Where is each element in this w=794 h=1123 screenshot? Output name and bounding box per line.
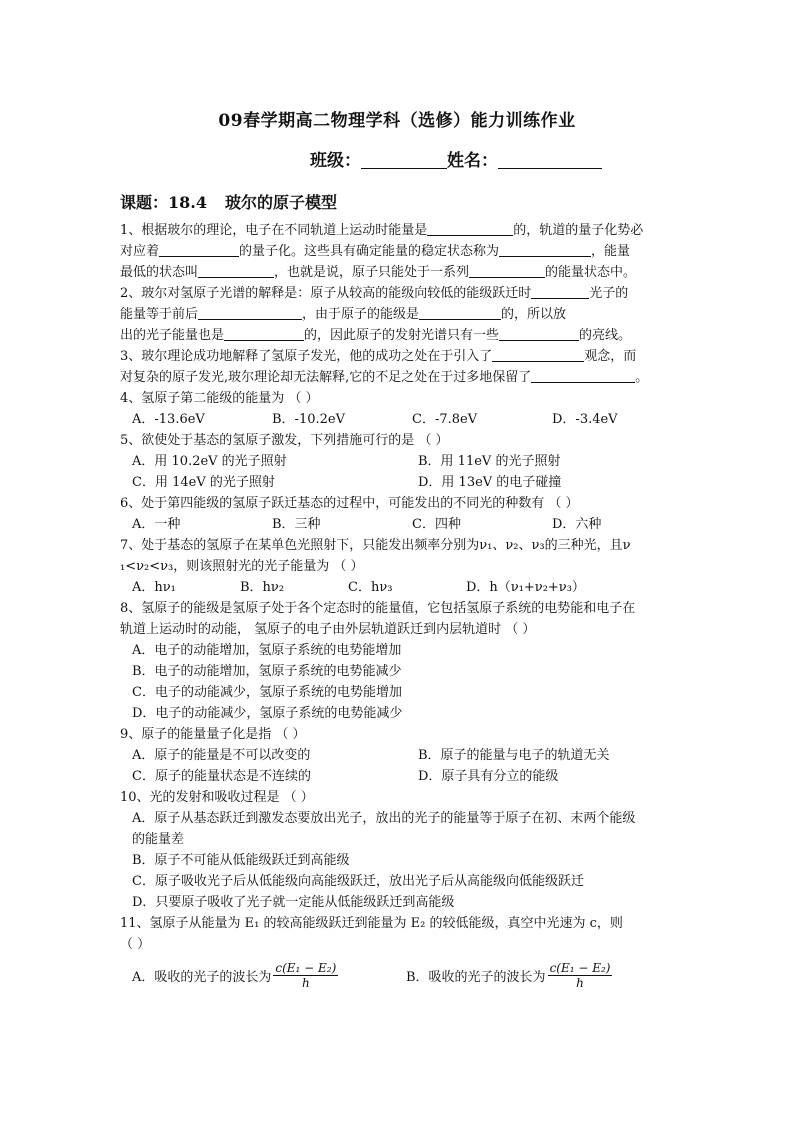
option-c[interactable]: C．-7.8eV	[412, 412, 478, 427]
questions	[120, 220, 680, 995]
q11-line-1: 11、氢原子从能量为 E₁ 的较高能级跃迁到能量为 E₂ 的较低能级，真空中光速为 c，则	[120, 916, 623, 931]
q7-line-2: ₁<ν₂<ν₃，则该照射光的光子能量为 （ ）	[120, 559, 364, 574]
q4-stem: 4、氢原子第二能级的能量为 （ ）	[120, 391, 319, 406]
option-b[interactable]: B．原子的能量与电子的轨道无关	[418, 748, 610, 763]
answer-blank[interactable]	[499, 241, 591, 257]
q8-line-2: 轨道上运动时的动能， 氢原子的电子由外层轨道跃迁到内层轨道时 （ ）	[120, 622, 536, 637]
answer-blank[interactable]	[224, 325, 304, 341]
option-d[interactable]: D．-3.4eV	[552, 412, 618, 427]
option-a[interactable]: A．-13.6eV	[132, 412, 205, 427]
q4-options	[120, 409, 680, 430]
answer-blank[interactable]	[419, 304, 501, 320]
option-b[interactable]: B．原子不可能从低能级跃迁到高能级	[132, 853, 350, 868]
q6-options	[120, 514, 680, 535]
option-b[interactable]: B．用 11eV 的光子照射	[418, 454, 561, 469]
option-c[interactable]: C．用 14eV 的光子照射	[132, 475, 275, 490]
answer-blank[interactable]	[492, 346, 584, 362]
name-label: 姓名：	[447, 151, 498, 171]
q7-options	[120, 577, 680, 598]
option-b[interactable]: B．电子的动能增加，氢原子系统的电势能减少	[132, 664, 402, 679]
option-a-continued: 的能量差	[132, 832, 185, 847]
option-d[interactable]: D．六种	[552, 517, 602, 532]
fraction: $\frac{\text{c(E₁ − E₂)}}{h}$	[549, 960, 611, 990]
lesson-number: 课题：18.4	[120, 193, 207, 212]
q11-options	[120, 955, 680, 995]
option-a[interactable]: A．hν₁	[132, 580, 176, 595]
option-d[interactable]: D．原子具有分立的能级	[418, 769, 559, 784]
q11-line-2: （ ）	[120, 937, 151, 952]
q6-stem: 6、处于第四能级的氢原子跃迁基态的过程中，可能发出的不同光的种数有 （ ）	[120, 496, 579, 511]
q5-options-row-1	[120, 451, 680, 472]
option-c[interactable]: C．四种	[412, 517, 461, 532]
q2-line-2: 能量等于前后 ，由于原子的能级是 的，所以放	[120, 304, 680, 325]
class-label: 班级：	[310, 151, 361, 171]
option-b[interactable]: B．吸收的光子的波长为 $\frac{\text{c(E₁ − E₂)}}{h}$	[406, 960, 611, 990]
q9-stem: 9、原子的能量量子化是指 （ ）	[120, 727, 306, 742]
q3-line-1: 3、玻尔理论成功地解释了氢原子发光，他的成功之处在于引入了 观念，而	[120, 346, 680, 367]
class-blank[interactable]	[361, 150, 447, 169]
option-c[interactable]: C．电子的动能减少，氢原子系统的电势能增加	[132, 685, 402, 700]
class-name-line	[310, 146, 602, 171]
q2-line-1: 2、玻尔对氢原子光谱的解释是：原子从较高的能级向较低的能级跃迁时 光子的	[120, 283, 680, 304]
lesson-heading	[120, 190, 337, 213]
option-d[interactable]: D．用 13eV 的电子碰撞	[418, 475, 562, 490]
option-a[interactable]: A．吸收的光子的波长为 $\frac{\text{c(E₁ − E₂)}}{h}$	[132, 960, 337, 990]
answer-blank[interactable]	[531, 283, 589, 299]
q9-options-row-1	[120, 745, 680, 766]
option-c[interactable]: C．原子吸收光子后从低能级向高能级跃迁，放出光子后从高能级向低能级跃迁	[132, 874, 584, 889]
option-d[interactable]: D．电子的动能减少，氢原子系统的电势能减少	[132, 706, 403, 721]
q1-line-2: 对应着 的量子化。这些具有确定能量的稳定状态称为 ，能量	[120, 241, 680, 262]
q9-options-row-2	[120, 766, 680, 787]
option-b[interactable]: B．三种	[272, 517, 321, 532]
option-d[interactable]: D．只要原子吸收了光子就一定能从低能级跃迁到高能级	[132, 895, 455, 910]
option-a[interactable]: A．用 10.2eV 的光子照射	[132, 454, 287, 469]
answer-blank[interactable]	[427, 220, 513, 236]
lesson-name: 玻尔的原子模型	[224, 193, 337, 212]
q1-line-1: 1、根据玻尔的理论，电子在不同轨道上运动时能量是 的，轨道的量子化势必	[120, 220, 680, 241]
option-b[interactable]: B．hν₂	[240, 580, 285, 595]
answer-blank[interactable]	[469, 262, 545, 278]
option-a[interactable]: A．电子的动能增加，氢原子系统的电势能增加	[132, 643, 402, 658]
answer-blank[interactable]	[198, 304, 302, 320]
q5-stem: 5、欲使处于基态的氢原子激发，下列措施可行的是 （ ）	[120, 433, 449, 448]
option-a[interactable]: A．一种	[132, 517, 181, 532]
page-title: 09春学期高二物理学科（选修）能力训练作业	[218, 111, 576, 131]
q5-options-row-2	[120, 472, 680, 493]
option-b[interactable]: B．-10.2eV	[272, 412, 345, 427]
option-a[interactable]: A．原子的能量是不可以改变的	[132, 748, 311, 763]
option-d[interactable]: D．h（ν₁+ν₂+ν₃）	[466, 580, 585, 595]
q7-line-1: 7、处于基态的氢原子在某单色光照射下，只能发出频率分别为ν₁、ν₂、ν₃的三种光，且ν	[120, 538, 631, 553]
q10-stem: 10、光的发射和吸收过程是 （ ）	[120, 790, 314, 805]
option-c[interactable]: C．原子的能量状态是不连续的	[132, 769, 311, 784]
answer-blank[interactable]	[159, 241, 239, 257]
answer-blank[interactable]	[198, 262, 274, 278]
name-blank[interactable]	[498, 150, 602, 169]
q1-line-3: 最低的状态叫 ，也就是说，原子只能处于一系列 的能量状态中。	[120, 262, 680, 283]
option-a[interactable]: A．原子从基态跃迁到激发态要放出光子，放出的光子的能量等于原子在初、末两个能级	[132, 811, 636, 826]
answer-blank[interactable]	[531, 367, 635, 383]
fraction: $\frac{\text{c(E₁ − E₂)}}{h}$	[275, 960, 337, 990]
q8-line-1: 8、氢原子的能级是氢原子处于各个定态时的能量值，它包括氢原子系统的电势能和电子在	[120, 601, 636, 616]
q3-line-2: 对复杂的原子发光,玻尔理论却无法解释,它的不足之处在于过多地保留了 。	[120, 367, 680, 388]
option-c[interactable]: C．hν₃	[348, 580, 393, 595]
q2-line-3: 出的光子能量也是 的，因此原子的发射光谱只有一些 的亮线。	[120, 325, 680, 346]
answer-blank[interactable]	[499, 325, 579, 341]
